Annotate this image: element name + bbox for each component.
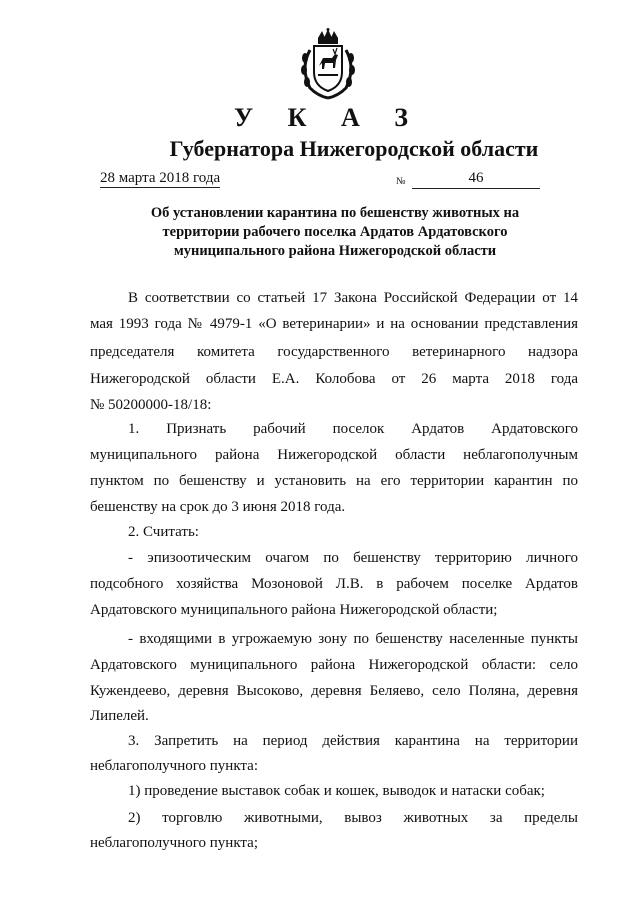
body-line: пунктом по бешенству и установить на его территории карантин по bbox=[90, 473, 578, 489]
body-line: Нижегородской области Е.А. Колобова от 26 марта 2018 года bbox=[90, 371, 578, 387]
body-line: подсобного хозяйства Мозоновой Л.В. в рабочем поселке Ардатов bbox=[90, 576, 578, 592]
body-line: неблагополучного пункта: bbox=[90, 758, 258, 774]
body-line: 1. Признать рабочий поселок Ардатов Ардатовского bbox=[128, 421, 578, 437]
body-line: неблагополучного пункта; bbox=[90, 835, 258, 851]
body-line: председателя комитета государственного ветеринарного надзора bbox=[90, 344, 578, 360]
body-line: 2) торговлю животными, вывоз животных за пределы bbox=[128, 810, 578, 826]
body-line: 1) проведение выставок собак и кошек, выводок и натаски собак; bbox=[128, 783, 545, 799]
body-line: мая 1993 года № 4979-1 «О ветеринарии» и на основании представления bbox=[90, 316, 578, 332]
heading-line: муниципального района Нижегородской области bbox=[173, 243, 497, 259]
decree-number: 46 bbox=[412, 170, 540, 189]
body-line: № 50200000-18/18: bbox=[90, 397, 212, 413]
body-line: Ардатовского муниципального района Нижегородской области; bbox=[90, 602, 498, 618]
heading-line: Об установлении карантина по бешенству животных на bbox=[150, 205, 520, 221]
decree-title: У К А З bbox=[234, 103, 422, 132]
body-line: муниципального района Нижегородской области неблагополучным bbox=[90, 447, 578, 463]
body-line: - входящими в угрожаемую зону по бешенству населенные пункты bbox=[128, 631, 578, 647]
body-line: 3. Запретить на период действия карантина на территории bbox=[128, 733, 578, 749]
decree-heading bbox=[120, 204, 550, 261]
body-line: - эпизоотическим очагом по бешенству территорию личного bbox=[128, 550, 578, 566]
body-line: Ардатовского муниципального района Нижегородской области: село bbox=[90, 657, 578, 673]
number-sign: № bbox=[396, 176, 406, 187]
body-line: В соответствии со статьей 17 Закона Российской Федерации от 14 bbox=[128, 290, 578, 306]
decree-date bbox=[100, 170, 220, 187]
decree-date-value: 28 марта 2018 года bbox=[100, 170, 221, 186]
body-line: Кужендеево, деревня Высоково, деревня Беляево, село Поляна, деревня bbox=[90, 683, 578, 699]
body-line: 2. Считать: bbox=[128, 524, 199, 540]
body-line: Липелей. bbox=[90, 708, 149, 724]
coat-of-arms-icon bbox=[296, 28, 360, 100]
body-line: бешенству на срок до 3 июня 2018 года. bbox=[90, 499, 346, 515]
decree-issuer: Губернатора Нижегородской области bbox=[169, 136, 539, 161]
heading-line: территории рабочего поселка Ардатов Ардатовского bbox=[162, 224, 508, 240]
